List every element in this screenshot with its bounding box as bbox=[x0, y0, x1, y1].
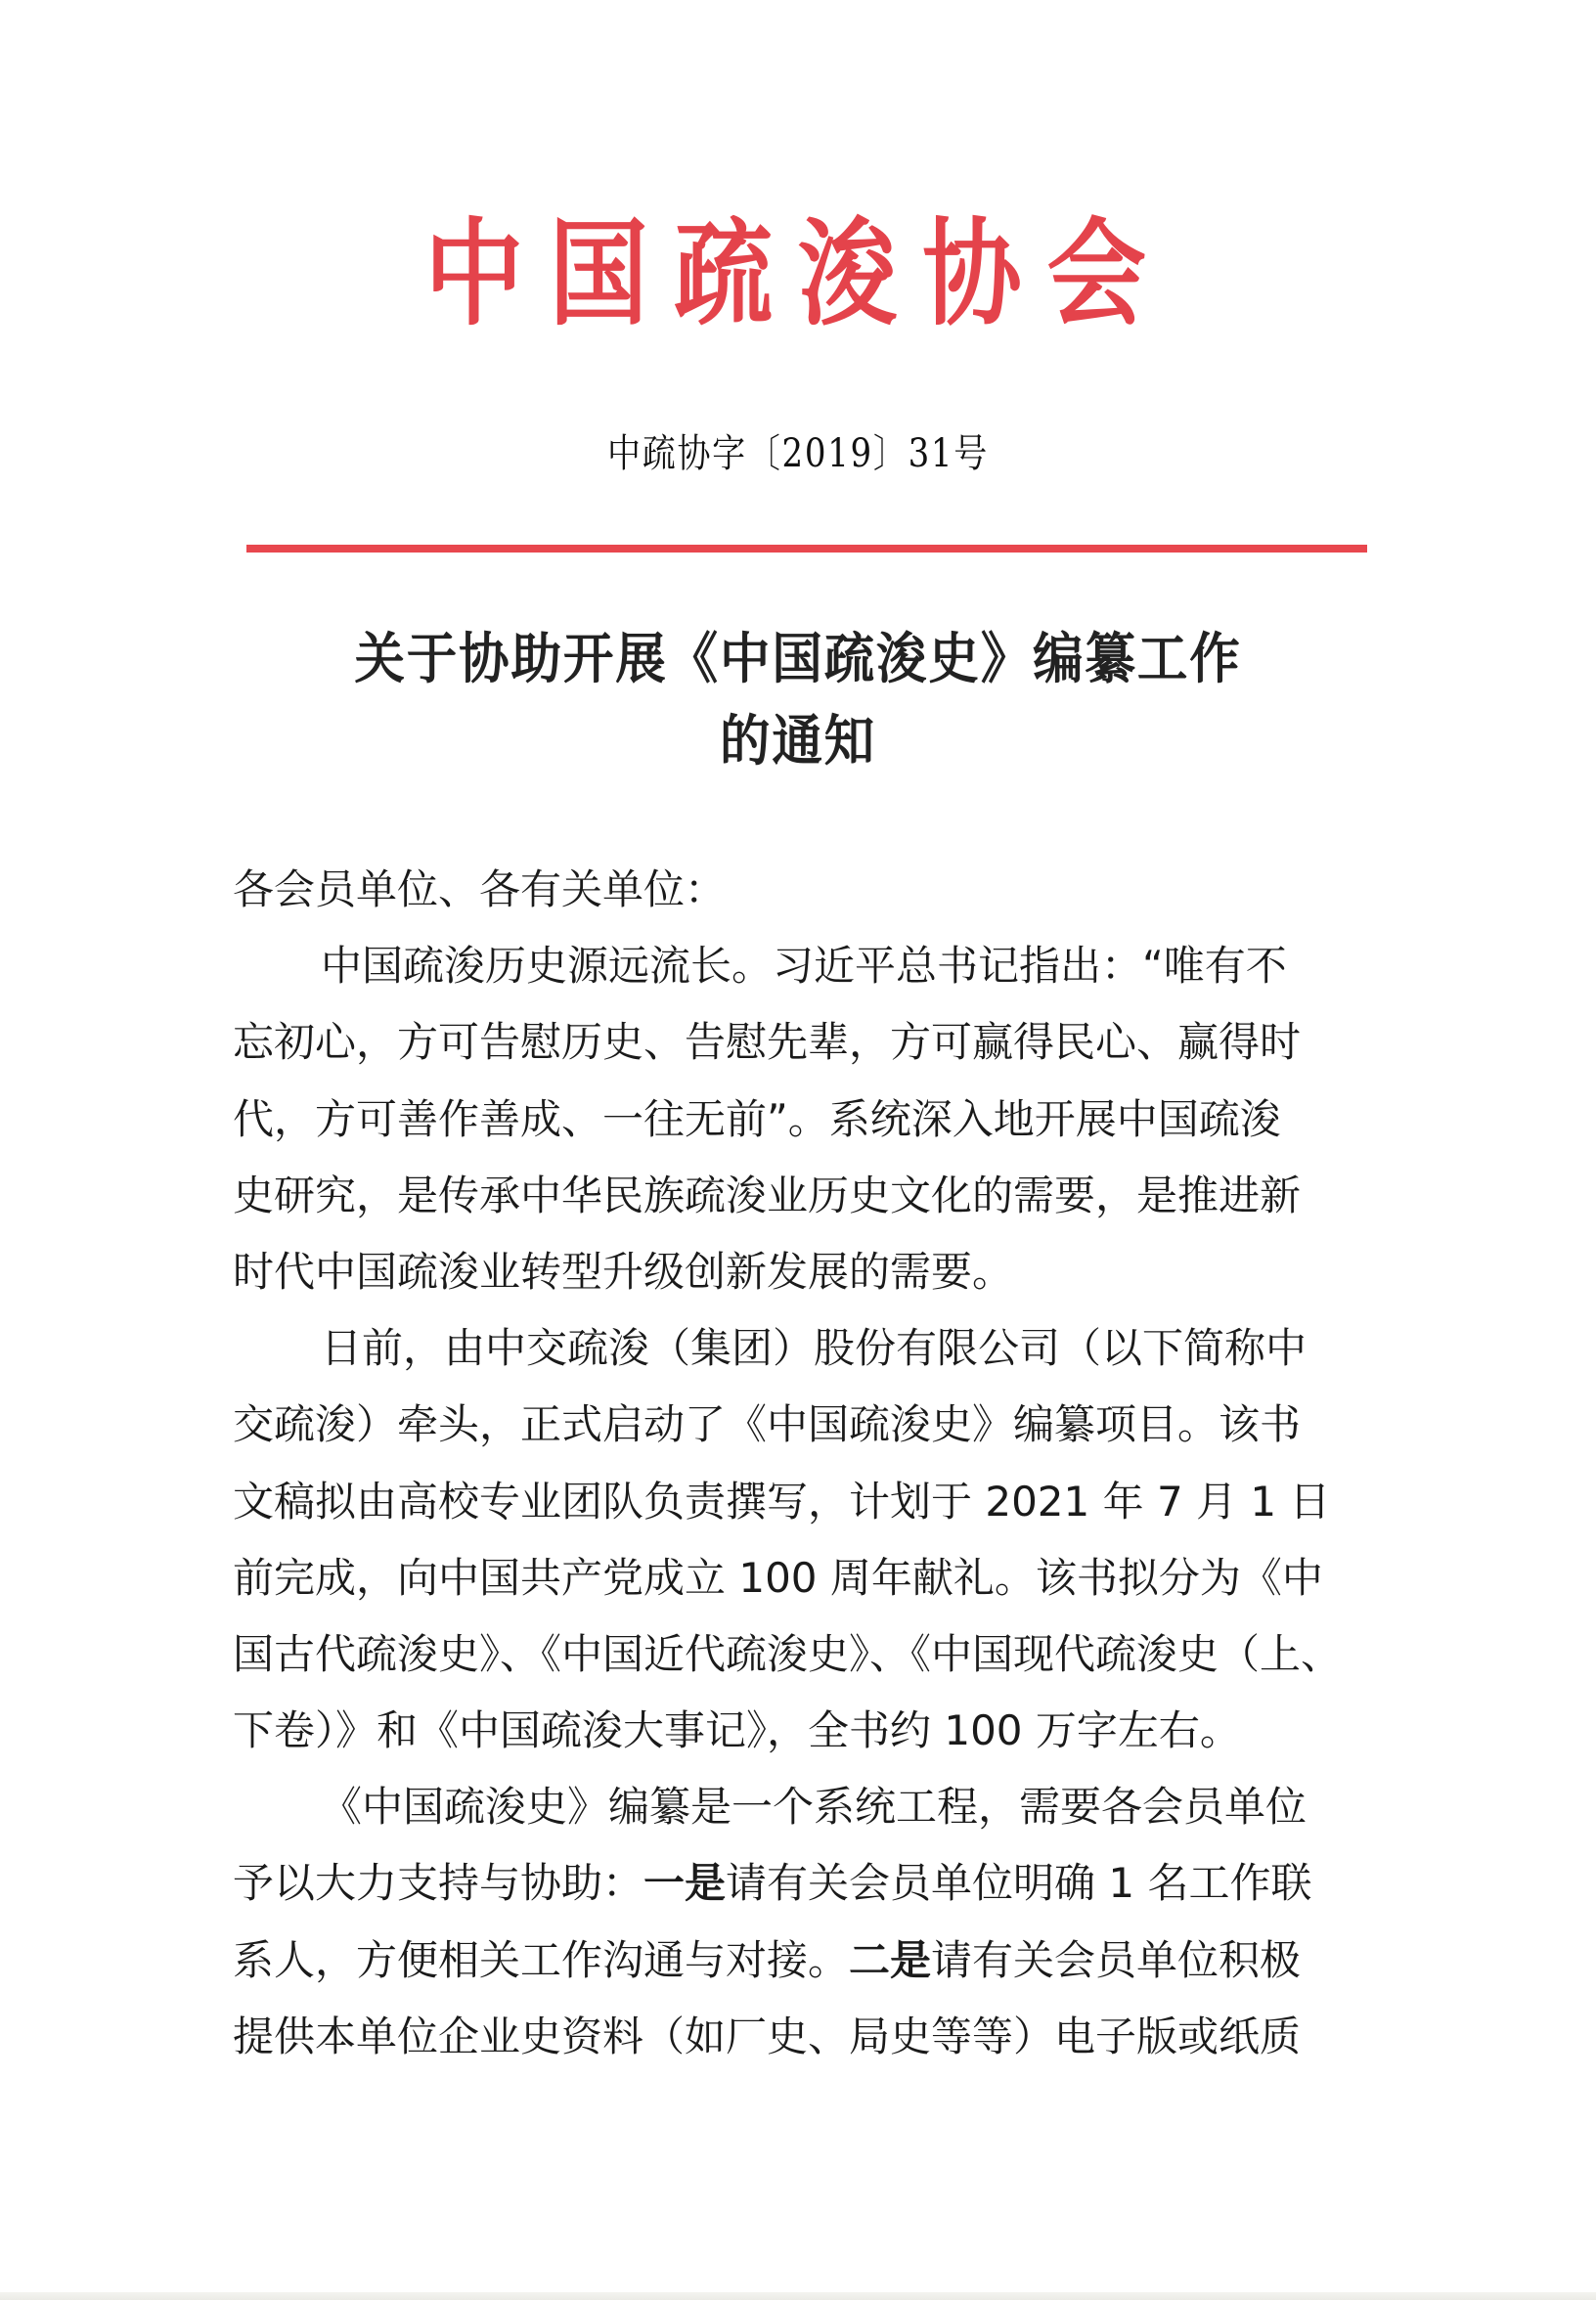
paragraph-3 bbox=[233, 1769, 1355, 2075]
salutation: 各会员单位、各有关单位： bbox=[233, 865, 727, 913]
paragraph-line: 《中国疏浚史》编纂是一个系统工程，需要各会员单位 bbox=[321, 1783, 1308, 1832]
scan-bottom-edge bbox=[0, 2292, 1596, 2300]
document-body bbox=[233, 852, 1355, 2075]
paragraph-line: 忘初心，方可告慰历史、告慰先辈，方可赢得民心、赢得时 bbox=[233, 1018, 1302, 1067]
letterhead-organization-name: 中国疏浚协会 bbox=[424, 205, 1172, 341]
paragraph-line: 史研究，是传承中华民族疏浚业历史文化的需要，是推进新 bbox=[233, 1171, 1302, 1219]
paragraph-line: 提供本单位企业史资料（如厂史、局史等等）电子版或纸质 bbox=[233, 2012, 1302, 2060]
paragraph-line bbox=[233, 1923, 1355, 1999]
paragraph-line: 时代中国疏浚业转型升级创新发展的需要。 bbox=[233, 1247, 1014, 1296]
letterhead-red-rule bbox=[246, 545, 1367, 553]
paragraph-line: 日前，由中交疏浚（集团）股份有限公司（以下简称中 bbox=[321, 1324, 1308, 1373]
paragraph-line: 交疏浚）牵头，正式启动了《中国疏浚史》编纂项目。该书 bbox=[233, 1400, 1302, 1449]
paragraph-line bbox=[233, 1845, 1355, 1922]
paragraph-line: 代，方可善作善成、一往无前”。系统深入地开展中国疏浚 bbox=[233, 1094, 1281, 1143]
bold-marker-second: 二是 bbox=[849, 1935, 932, 1984]
line-text: 请有关会员单位明确 1 名工作联 bbox=[726, 1859, 1312, 1908]
document-title-line-2: 的通知 bbox=[719, 709, 877, 774]
paragraph-1 bbox=[233, 928, 1355, 1310]
line-text: 系人，方便相关工作沟通与对接。 bbox=[233, 1935, 850, 1984]
document-title-line-1: 关于协助开展《中国疏浚史》编纂工作 bbox=[354, 627, 1242, 691]
paragraph-line: 前完成，向中国共产党成立 100 周年献礼。该书拟分为《中 bbox=[233, 1553, 1323, 1602]
line-text: 予以大力支持与协助： bbox=[233, 1859, 644, 1908]
paragraph-line: 国古代疏浚史》、《中国近代疏浚史》、《中国现代疏浚史（上、 bbox=[233, 1629, 1343, 1678]
paragraph-line: 文稿拟由高校专业团队负责撰写，计划于 2021 年 7 月 1 日 bbox=[233, 1477, 1331, 1526]
document-number: 中疏协字〔2019〕31号 bbox=[607, 431, 989, 476]
paragraph-2 bbox=[233, 1310, 1355, 1769]
paragraph-line: 下卷）》和《中国疏浚大事记》，全书约 100 万字左右。 bbox=[233, 1706, 1241, 1755]
bold-marker-first: 一是 bbox=[643, 1859, 727, 1908]
paragraph-line: 中国疏浚历史源远流长。习近平总书记指出：“唯有不 bbox=[321, 942, 1287, 991]
line-text: 请有关会员单位积极 bbox=[931, 1935, 1302, 1984]
